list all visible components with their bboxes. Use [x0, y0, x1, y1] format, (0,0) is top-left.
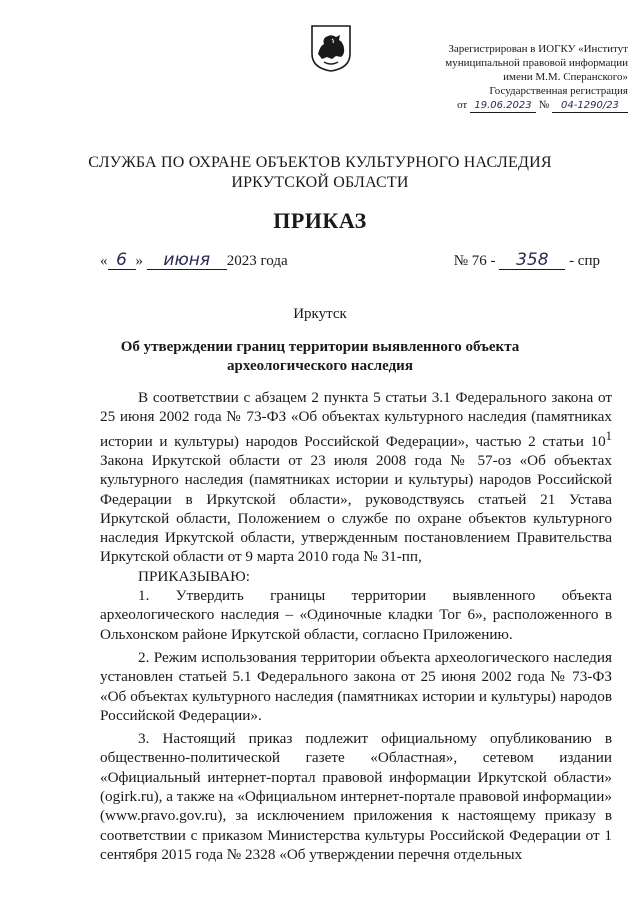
order-subject	[110, 338, 530, 376]
order-month: июня	[147, 251, 227, 270]
registration-line: муниципальной правовой информации	[445, 57, 628, 69]
coat-of-arms-icon	[310, 24, 352, 72]
order-item-3: 3. Настоящий приказ подлежит официальному опубликованию в общественно-политической газете «Областная», сетевом издании «Официальный интернет-портал правовой информации Иркутской области» (ogirk.ru), а также на «Официальном интернет-портале правовой информации» (www.pravo.gov.ru), за исключением приложения к настоящему приказу в соответствии с приказом Министерства культуры Российской Федерации от 1 сентября 2015 года № 2328 «Об утверждении перечня отдельных	[100, 730, 612, 863]
agency-name-line: ИРКУТСКОЙ ОБЛАСТИ	[231, 174, 409, 191]
agency-name	[60, 153, 580, 193]
registration-date: 19.06.2023	[470, 100, 536, 113]
registration-line: имени М.М. Сперанского»	[503, 71, 628, 83]
preamble-text: В соответствии с абзацем 2 пункта 5 статьи 3.1 Федерального закона от 25 июня 2002 года № 73-ФЗ «Об объектах культурного наследия (памятниках истории и культуры) народов Российской Федерации», частью 2 статьи 10	[100, 389, 612, 450]
agency-name-line: СЛУЖБА ПО ОХРАНЕ ОБЪЕКТОВ КУЛЬТУРНОГО НАСЛЕДИЯ	[88, 154, 552, 171]
registration-date-number-row	[388, 98, 628, 113]
order-year: 2023 года	[226, 253, 288, 269]
preamble-text: Закона Иркутской области от 23 июля 2008 года № 57-оз «Об объектах культурного наследия (памятниках истории и культуры) народов Российской Федерации в Иркутской области», руководствуясь статьей 21 Устава Иркутской области, Положением о службе по охране объектов культурного наследия Иркутской области, утвержденным постановлением Правительства Иркутской области от 9 марта 2010 года № 31-пп,	[100, 451, 612, 566]
order-item-2: 2. Режим использования территории объекта археологического наследия установлен статьей 5.1 Федерального закона от 25 июня 2002 года № 73-ФЗ «Об объектах культурного наследия (памятниках истории и культуры) народов Российской Федерации».	[100, 648, 612, 724]
preamble-superscript: 1	[605, 428, 612, 443]
date-close-quote: »	[135, 253, 143, 269]
order-body	[100, 388, 612, 864]
order-title: ПРИКАЗ	[273, 208, 367, 233]
order-item-1: 1. Утвердить границы территории выявленного объекта археологического наследия – «Одиночные кладки Тог 6», расположенного в Ольхонском районе Иркутской области, согласно Приложению.	[100, 587, 612, 643]
order-number-prefix: № 76 -	[453, 253, 496, 269]
registration-number: 04-1290/23	[552, 100, 628, 113]
order-day: 6	[108, 251, 136, 270]
registration-line: Зарегистрирован в ИОГКУ «Институт	[448, 43, 628, 55]
order-date	[100, 251, 288, 270]
registration-number-prefix: №	[538, 99, 550, 111]
registration-stamp	[388, 42, 628, 113]
order-number-suffix: - спр	[569, 253, 600, 269]
city: Иркутск	[293, 306, 347, 322]
registration-date-prefix: от	[457, 99, 468, 111]
order-word: ПРИКАЗЫВАЮ:	[138, 567, 250, 585]
order-number	[454, 251, 600, 270]
preamble-paragraph	[100, 388, 612, 567]
order-number-value: 358	[499, 251, 565, 270]
subject-line: археологического наследия	[227, 358, 413, 374]
registration-line: Государственная регистрация	[489, 85, 628, 97]
subject-line: Об утверждении границ территории выявленного объекта	[120, 339, 520, 355]
date-open-quote: «	[100, 253, 108, 269]
